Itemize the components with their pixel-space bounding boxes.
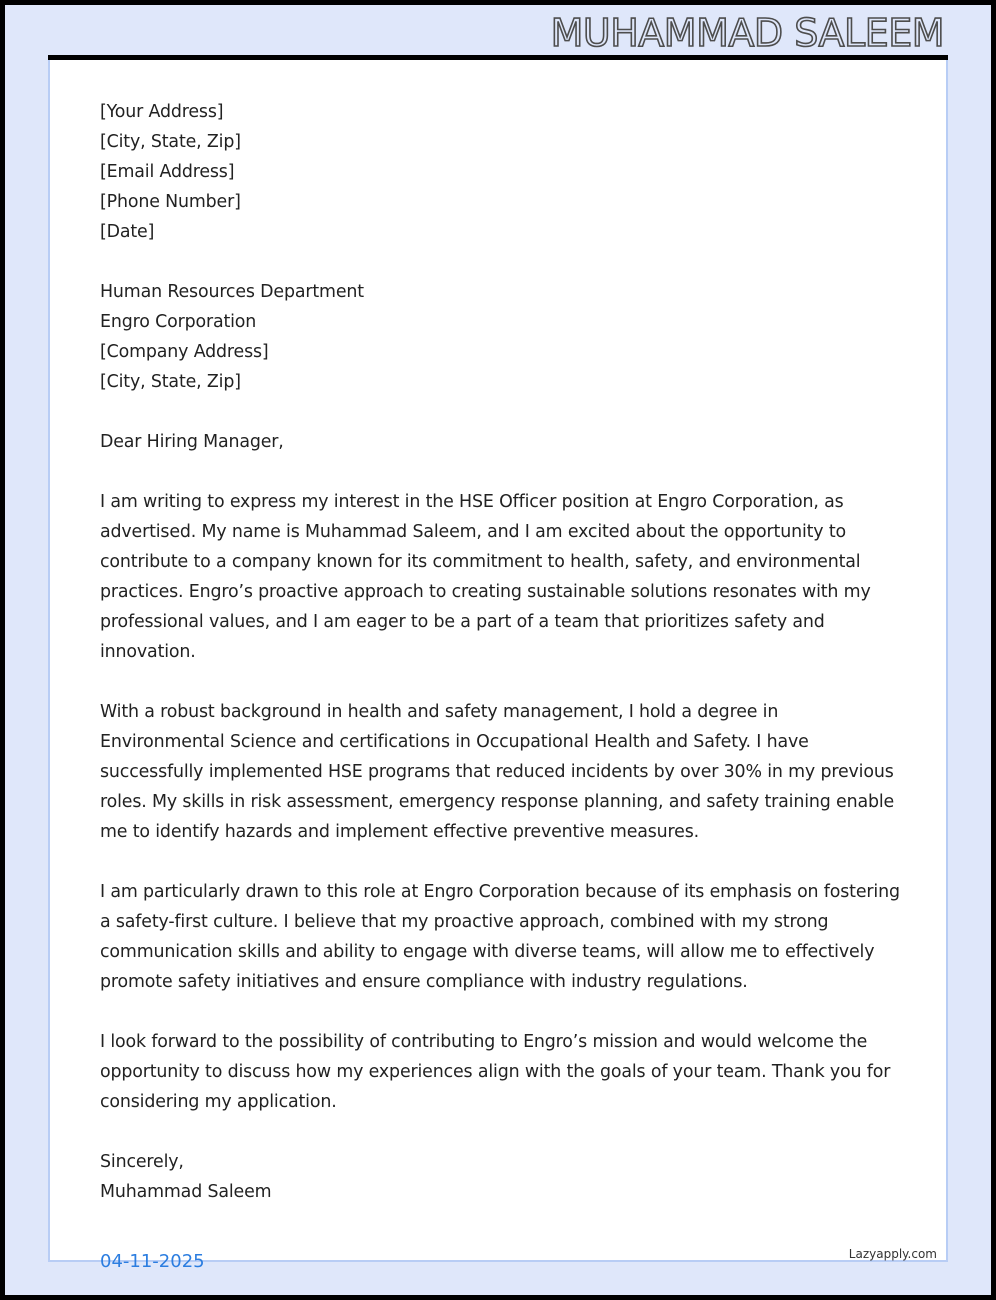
paragraph-intro: I am writing to express my interest in the HSE Officer position at Engro Corporation, as advertised. My name is Muhammad Saleem, and I am excited about the opportunity to contribute to a company known for its commitment to health, safety, and environmental practices. Engro’s proactive approach to creating sustainable solutions resonates with my professional values, and I am eager to be a part of a team that prioritizes safety and innovation. [100, 492, 871, 662]
paragraph-motivation: I am particularly drawn to this role at Engro Corporation because of its emphasis on fostering a safety-first culture. I believe that my proactive approach, combined with my strong communication skills and ability to engage with diverse teams, will allow me to effectively promote safety initiatives and ensure compliance with industry regulations. [100, 882, 900, 992]
valediction: Sincerely, [100, 1152, 184, 1172]
sender-date: [Date] [100, 222, 155, 242]
sender-phone: [Phone Number] [100, 192, 241, 212]
candidate-name-title: MUHAMMAD SALEEM [550, 11, 944, 55]
recipient-department: Human Resources Department [100, 282, 364, 302]
paragraph-background: With a robust background in health and safety management, I hold a degree in Environmental Science and certifications in Occupational Health and Safety. I have successfully implemented HSE programs that reduced incidents by over 30% in my previous roles. My skills in risk assessment, emergency response planning, and safety training enable me to identify hazards and implement effective preventive measures. [100, 702, 895, 842]
recipient-company-address: [Company Address] [100, 342, 269, 362]
signature-name: Muhammad Saleem [100, 1182, 272, 1202]
sender-address-block [100, 97, 900, 247]
recipient-city-state-zip: [City, State, Zip] [100, 372, 241, 392]
cover-letter-body [100, 97, 900, 1207]
paragraph-closing: I look forward to the possibility of contributing to Engro’s mission and would welcome the opportunity to discuss how my experiences align with the goals of your team. Thank you for considering my application. [100, 1032, 891, 1112]
sender-address: [Your Address] [100, 102, 224, 122]
sender-email: [Email Address] [100, 162, 235, 182]
salutation: Dear Hiring Manager, [100, 432, 284, 452]
sender-city-state-zip: [City, State, Zip] [100, 132, 241, 152]
footer-brand-link[interactable]: Lazyapply.com [848, 1247, 937, 1261]
recipient-company: Engro Corporation [100, 312, 257, 332]
recipient-address-block [100, 277, 900, 397]
footer-date: 04-11-2025 [100, 1251, 205, 1272]
header-divider-bar [48, 55, 948, 60]
closing-block [100, 1147, 900, 1207]
